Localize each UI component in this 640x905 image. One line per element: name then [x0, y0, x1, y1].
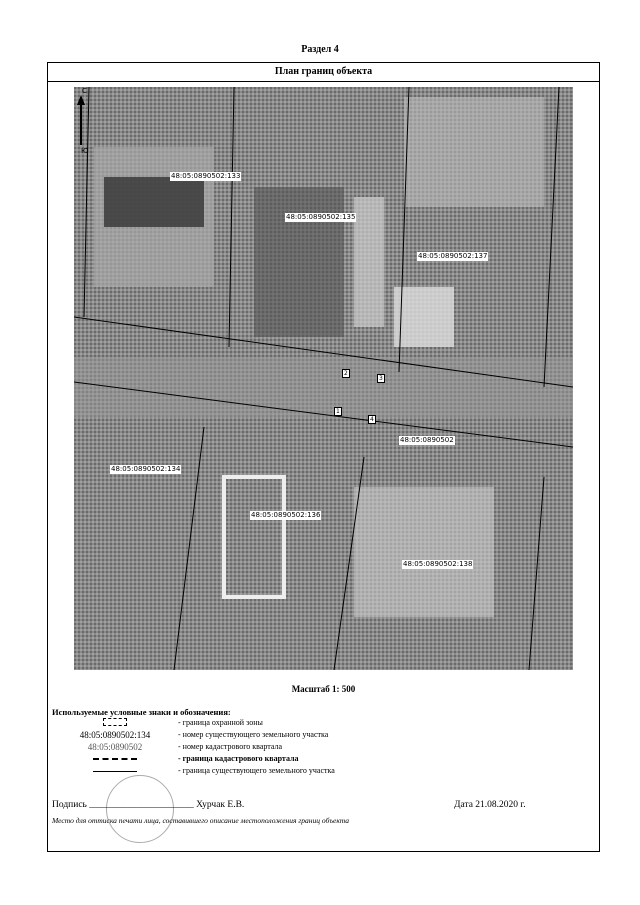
legend-item-quarter-boundary: - граница кадастрового квартала [52, 754, 592, 765]
legend-item-parcel-number: 48:05:0890502:134 - номер существующего земельного участка [79, 730, 329, 740]
south-label: Ю [81, 147, 89, 155]
plan-frame [47, 62, 600, 852]
quarter-boundary-symbol-icon [93, 758, 137, 760]
aerial-map [74, 87, 573, 670]
parcel-number: 48:05:0890502:136 [251, 511, 321, 519]
legend-item-protection-zone: - граница охранной зоны [52, 718, 592, 729]
point-label: 3 [379, 375, 383, 382]
map-imagery [74, 87, 573, 670]
plan-title: План границ объекта [48, 63, 599, 82]
parcel-number: 48:05:0890502:133 [171, 172, 241, 180]
signature-date: Дата 21.08.2020 г. [454, 800, 526, 810]
parcel-number: 48:05:0890502:137 [418, 252, 488, 260]
point-label: 2 [344, 370, 348, 377]
quarter-number: 48:05:0890502 [400, 436, 454, 444]
protection-zone-symbol-icon [103, 718, 127, 726]
parcel-boundary-symbol-icon [93, 771, 137, 772]
point-label: 1 [336, 408, 340, 415]
legend-item-quarter-number: 48:05:0890502 - номер кадастрового квартала [87, 742, 283, 752]
parcel-number: 48:05:0890502:135 [286, 213, 356, 221]
scale-label: Масштаб 1: 500 [291, 684, 356, 694]
legend-item-parcel-boundary: - граница существующего земельного участка [52, 766, 592, 777]
legend-title: Используемые условные знаки и обозначения: [52, 707, 231, 717]
signature-line: Подпись ______________________ Хурчак Е.В. Дата 21.08.2020 г. [52, 800, 526, 810]
north-label: С [82, 87, 87, 95]
parcel-number: 48:05:0890502:134 [111, 465, 181, 473]
section-title: Раздел 4 [301, 44, 339, 55]
parcel-number: 48:05:0890502:138 [403, 560, 473, 568]
point-label: 4 [370, 416, 374, 423]
stamp-note: Место для оттиска печати лица, составившего описание местоположения границ объекта [52, 816, 350, 825]
